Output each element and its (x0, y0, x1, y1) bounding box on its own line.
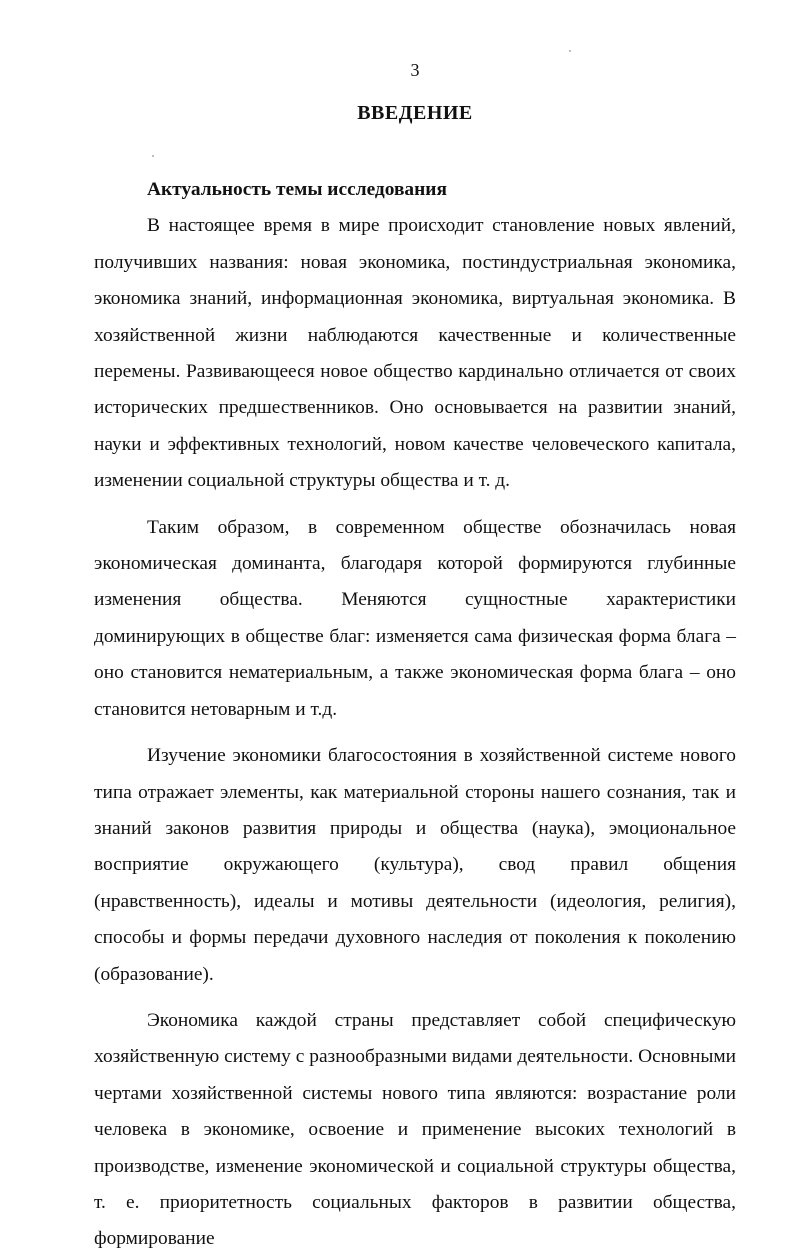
subsection-heading: Актуальность темы исследования (147, 179, 447, 200)
scan-speck (152, 155, 154, 157)
document-body (94, 172, 736, 1258)
page-number: 3 (410, 60, 420, 80)
scan-speck (569, 50, 571, 52)
section-heading: ВВЕДЕНИЕ (357, 102, 473, 124)
paragraph-3: Изучение экономики благосостояния в хозяйственной системе нового типа отражает элементы, как материальной стороны нашего сознания, так и знаний законов развития природы и общества (наука), эмоциональное восприятие окружающего (культура), свод правил общения (нравственность), идеалы и мотивы деятельности (идеология, религия), способы и формы передачи духовного наследия от поколения к поколению (образование). (94, 745, 736, 985)
paragraph-2: Таким образом, в современном обществе обозначилась новая экономическая доминанта, благодаря которой формируются глубинные изменения общества. Меняются сущностные характеристики доминирующих в обществе благ: изменяется сама физическая форма блага – оно становится нематериальным, а также экономическая форма блага – оно становится нетоварным и т.д. (94, 516, 736, 720)
paragraph-4: Экономика каждой страны представляет собой специфическую хозяйственную систему с разнообразными видами деятельности. Основными чертами хозяйственной системы нового типа являются: возрастание роли человека в экономике, освоение и применение высоких технологий в производстве, изменение экономической и социальной структуры общества, т. е. приоритетность социальных факторов в развитии общества, формирование (94, 1009, 736, 1250)
paragraph-1: В настоящее время в мире происходит становление новых явлений, получивших названия: новая экономика, постиндустриальная экономика, экономика знаний, информационная экономика, виртуальная экономика. В хозяйственной жизни наблюдаются качественные и количественные перемены. Развивающееся новое общество кардинально отличается от своих исторических предшественников. Оно основывается на развитии знаний, науки и эффективных технологий, новом качестве человеческого капитала, изменении социальной структуры общества и т. д. (94, 215, 736, 492)
